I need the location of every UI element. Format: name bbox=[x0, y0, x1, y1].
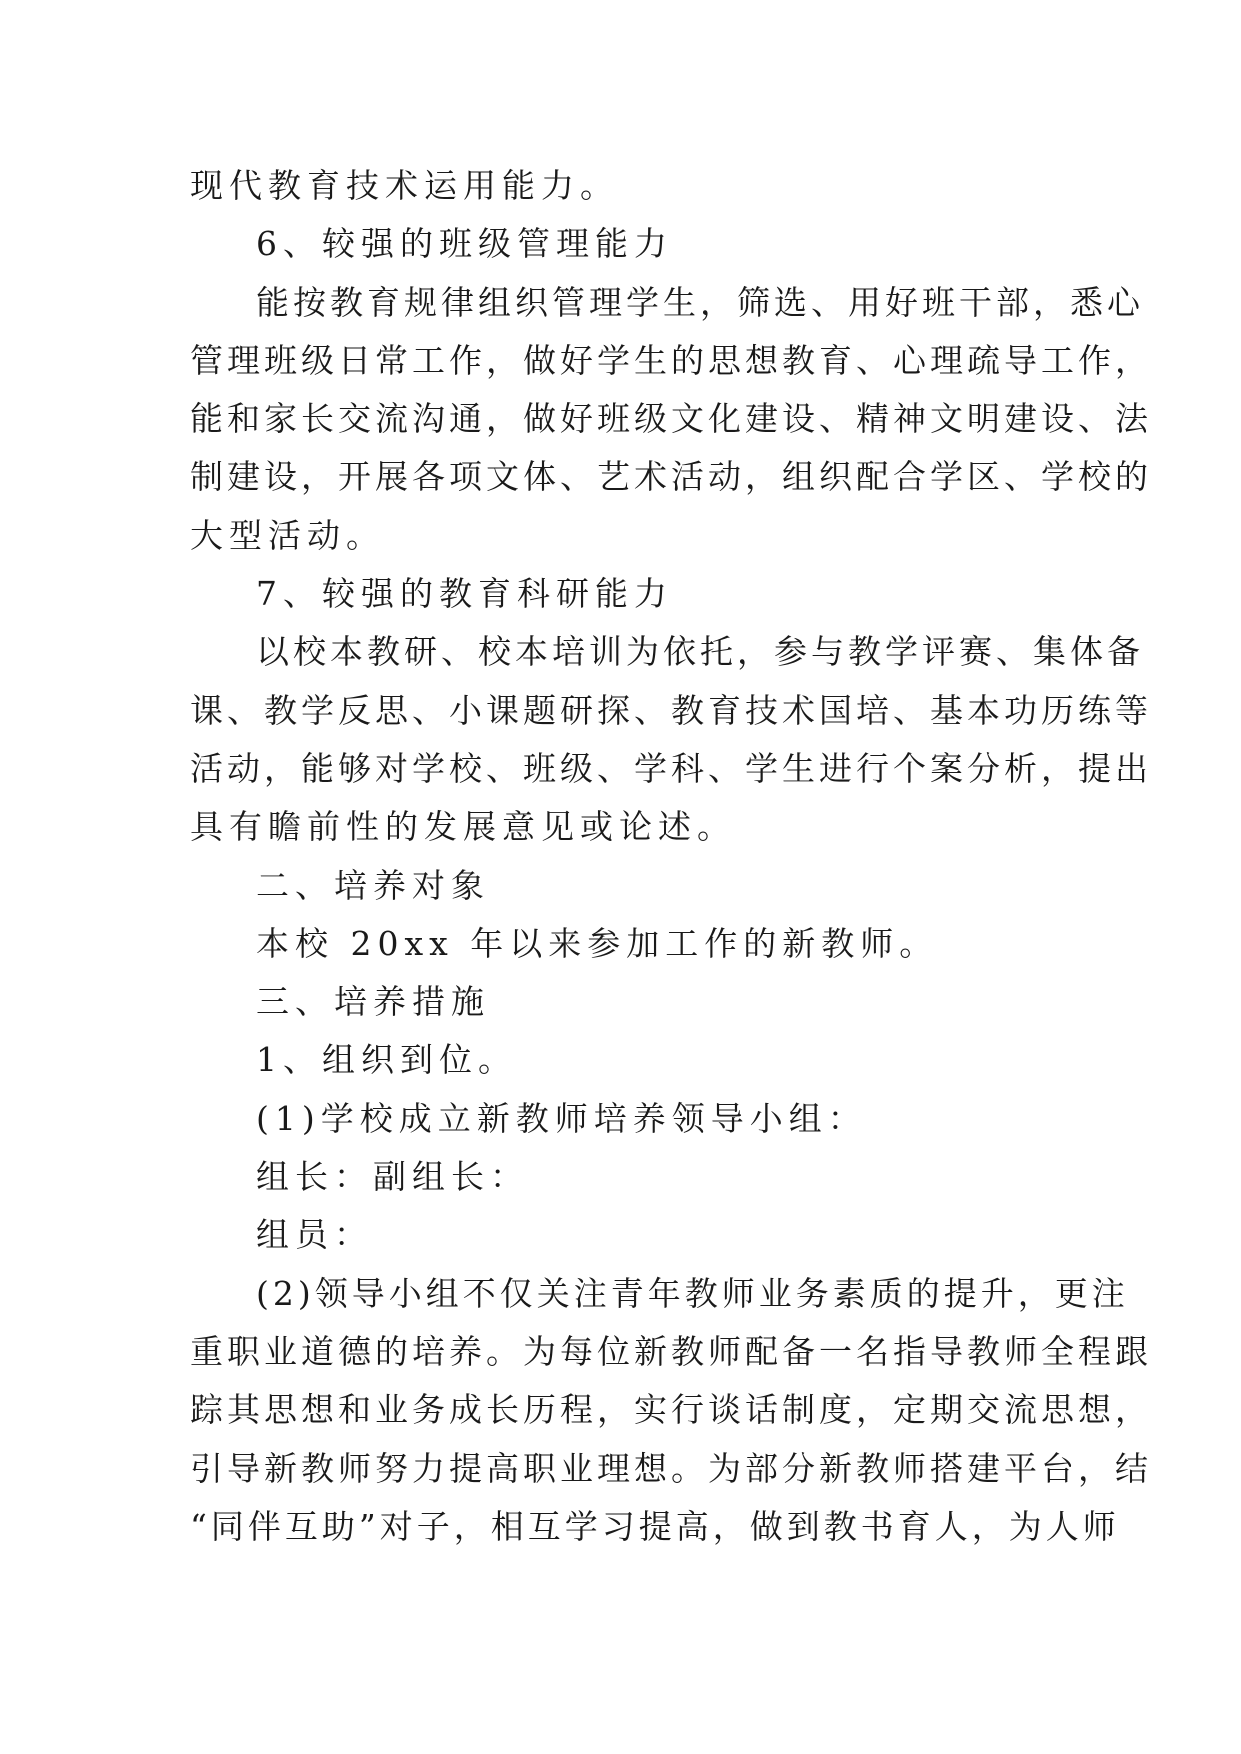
document-body bbox=[190, 157, 1152, 1556]
section-heading: 7、较强的教育科研能力 bbox=[256, 574, 673, 614]
paragraph-line: 大型活动。 bbox=[190, 515, 385, 555]
section-heading: 二、培养对象 bbox=[256, 865, 490, 905]
paragraph-line: “同伴互助”对子，相互学习提高，做到教书育人，为人师 bbox=[190, 1506, 1120, 1546]
paragraph-line: 本校 20xx 年以来参加工作的新教师。 bbox=[256, 923, 939, 963]
paragraph-line: 引导新教师努力提高职业理想。为部分新教师搭建平台，结 bbox=[190, 1448, 1152, 1488]
section-heading: 6、较强的班级管理能力 bbox=[256, 224, 673, 264]
paragraph-line: 课、教学反思、小课题研探、教育技术国培、基本功历练等 bbox=[190, 690, 1152, 730]
paragraph-line: 重职业道德的培养。为每位新教师配备一名指导教师全程跟 bbox=[190, 1331, 1152, 1371]
paragraph-line: 具有瞻前性的发展意见或论述。 bbox=[190, 807, 736, 847]
paragraph-line: 组长：副组长： bbox=[256, 1157, 529, 1197]
paragraph-line: 活动，能够对学校、班级、学科、学生进行个案分析，提出 bbox=[190, 748, 1152, 788]
paragraph-line: 能和家长交流沟通，做好班级文化建设、精神文明建设、法 bbox=[190, 399, 1152, 439]
paragraph-line: 1、组织到位。 bbox=[256, 1040, 517, 1080]
paragraph-line: (1)学校成立新教师培养领导小组： bbox=[256, 1098, 867, 1138]
paragraph-line: 能按教育规律组织管理学生，筛选、用好班干部，悉心 bbox=[256, 282, 1144, 322]
paragraph-line: 管理班级日常工作，做好学生的思想教育、心理疏导工作， bbox=[190, 340, 1152, 380]
paragraph-line: 组员： bbox=[256, 1215, 373, 1255]
paragraph-line: 踪其思想和业务成长历程，实行谈话制度，定期交流思想， bbox=[190, 1390, 1152, 1430]
paragraph-line: 以校本教研、校本培训为依托，参与教学评赛、集体备 bbox=[256, 632, 1144, 672]
section-heading: 三、培养措施 bbox=[256, 982, 490, 1022]
paragraph-line: 现代教育技术运用能力。 bbox=[190, 166, 619, 205]
paragraph-line: 制建设，开展各项文体、艺术活动，组织配合学区、学校的 bbox=[190, 457, 1152, 497]
paragraph-line: (2)领导小组不仅关注青年教师业务素质的提升，更注 bbox=[256, 1273, 1129, 1313]
